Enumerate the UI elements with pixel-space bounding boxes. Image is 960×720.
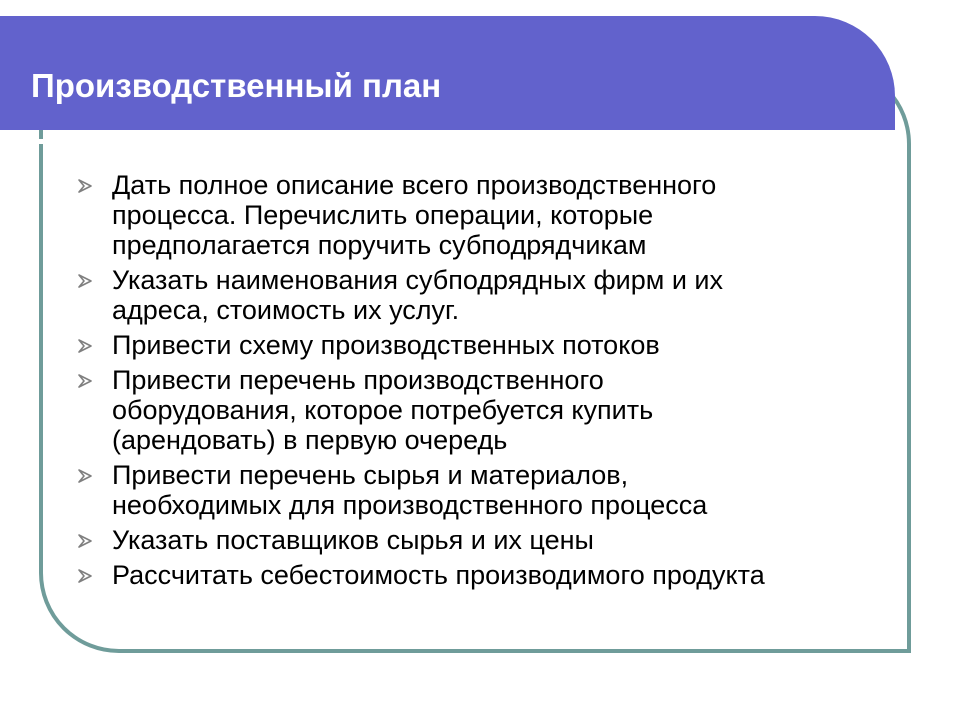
bullet-text: Рассчитать себестоимость производимого продукта	[112, 560, 765, 590]
arrowhead-bullet-icon	[76, 272, 94, 290]
title-bar	[0, 16, 895, 130]
bullet-item	[72, 265, 902, 325]
bullet-item	[72, 330, 902, 360]
title-underline	[0, 139, 849, 144]
bullet-text: Дать полное описание всего производственного процесса. Перечислить операции, которые предполагается поручить субподрядчикам	[112, 170, 717, 260]
bullet-text: Указать наименования субподрядных фирм и их адреса, стоимость их услуг.	[112, 265, 723, 325]
bullet-item	[72, 525, 902, 555]
bullet-text: Привести схему производственных потоков	[112, 330, 660, 360]
bullet-text: Указать поставщиков сырья и их цены	[112, 525, 594, 555]
arrowhead-bullet-icon	[76, 372, 94, 390]
bullet-item	[72, 460, 902, 520]
slide-title: Производственный план	[31, 67, 442, 104]
bullet-list	[72, 170, 902, 595]
bullet-item	[72, 170, 902, 260]
arrowhead-bullet-icon	[76, 467, 94, 485]
bullet-item	[72, 365, 902, 455]
arrowhead-bullet-icon	[76, 177, 94, 195]
arrowhead-bullet-icon	[76, 532, 94, 550]
arrowhead-bullet-icon	[76, 337, 94, 355]
bullet-item	[72, 560, 902, 590]
bullet-text: Привести перечень производственного оборудования, которое потребуется купить (арендовать) в первую очередь	[112, 365, 654, 455]
arrowhead-bullet-icon	[76, 567, 94, 585]
bullet-text: Привести перечень сырья и материалов, необходимых для производственного процесса	[112, 460, 708, 520]
